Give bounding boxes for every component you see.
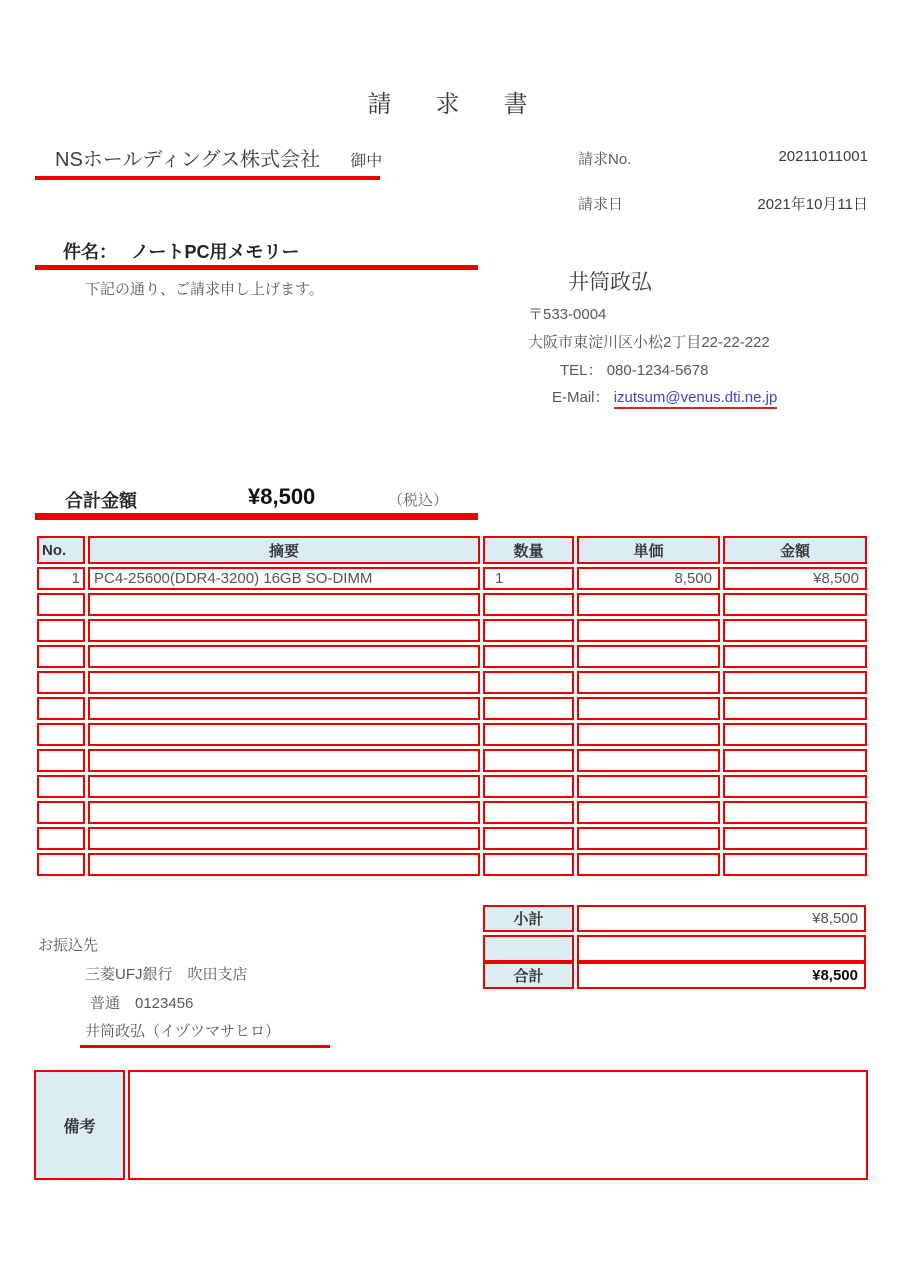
table-row-empty (37, 827, 867, 850)
invoice-date-row (578, 193, 868, 214)
sender-email-line (552, 386, 777, 407)
remarks-content (128, 1070, 868, 1180)
invoice-date-label: 請求日 (578, 196, 624, 213)
bank-holder-underline (80, 1045, 330, 1048)
item-quantity: 1 (483, 567, 574, 590)
item-description: PC4-25600(DDR4-3200) 16GB SO-DIMM (88, 567, 480, 590)
bank-section-heading: お振込先 (38, 937, 99, 954)
table-row-empty (37, 853, 867, 876)
items-header-row (37, 536, 867, 564)
grand-total-row (483, 962, 866, 989)
page-title: 請 求 書 (367, 91, 538, 118)
table-row-empty (37, 697, 867, 720)
table-row-empty (37, 671, 867, 694)
table-row-empty (37, 749, 867, 772)
remarks-label: 備考 (34, 1070, 125, 1180)
table-row-empty (37, 619, 867, 642)
summary-blank-label (483, 935, 574, 962)
header-unit-price: 単価 (577, 536, 720, 564)
total-banner-underline (35, 513, 478, 520)
bank-holder-line: 井筒政弘（イヅツマサヒロ） (85, 1023, 281, 1040)
summary-blank-value (577, 935, 866, 962)
total-banner-label: 合計金額 (65, 491, 137, 511)
subject-line (63, 238, 299, 264)
recipient-company: NSホールディングス株式会社 (55, 149, 321, 171)
greeting-text: 下記の通り、ご請求申し上げます。 (85, 281, 324, 298)
header-amount: 金額 (723, 536, 867, 564)
table-row (37, 567, 867, 590)
total-banner-tax-note: （税込） (388, 492, 449, 509)
recipient-honorific: 御中 (350, 153, 383, 170)
sender-name: 井筒政弘 (568, 271, 652, 294)
item-amount: ¥8,500 (723, 567, 867, 590)
items-table (34, 533, 870, 879)
item-unit-price: 8,500 (577, 567, 720, 590)
summary-blank-row (483, 935, 866, 962)
tel-value: 080-1234-5678 (606, 362, 709, 379)
recipient-underline (35, 176, 380, 180)
remarks-box (34, 1070, 868, 1180)
table-row-empty (37, 645, 867, 668)
total-banner-amount: ¥8,500 (248, 484, 316, 509)
invoice-number-label: 請求No. (578, 151, 632, 168)
recipient-line (55, 143, 382, 172)
email-label: E-Mail： (552, 389, 610, 406)
sender-tel-line (560, 359, 708, 380)
subject-label: 件名： (63, 242, 117, 262)
header-no: No. (37, 536, 85, 564)
table-row-empty (37, 801, 867, 824)
header-description: 摘要 (88, 536, 480, 564)
table-row-empty (37, 723, 867, 746)
subtotal-value: ¥8,500 (577, 905, 866, 932)
bank-account-line: 普通 0123456 (90, 995, 194, 1012)
invoice-date-value: 2021年10月11日 (757, 196, 868, 213)
subject-value: ノートPC用メモリー (131, 242, 300, 262)
header-quantity: 数量 (483, 536, 574, 564)
sender-postal-code: 〒533-0004 (528, 306, 607, 323)
grand-total-label: 合計 (483, 962, 574, 989)
invoice-number-row (578, 148, 868, 169)
invoice-number-value: 20211011001 (778, 148, 868, 165)
table-row-empty (37, 775, 867, 798)
grand-total-value: ¥8,500 (577, 962, 866, 989)
bank-name-line: 三菱UFJ銀行 吹田支店 (85, 966, 248, 983)
sender-address: 大阪市東淀川区小松2丁目22-22-222 (528, 334, 770, 351)
subject-underline (35, 265, 478, 270)
subtotal-row (483, 905, 866, 932)
tel-label: TEL： (560, 362, 603, 379)
email-link[interactable]: izutsum@venus.dti.ne.jp (614, 389, 778, 409)
item-no: 1 (37, 567, 85, 590)
table-row-empty (37, 593, 867, 616)
subtotal-label: 小計 (483, 905, 574, 932)
